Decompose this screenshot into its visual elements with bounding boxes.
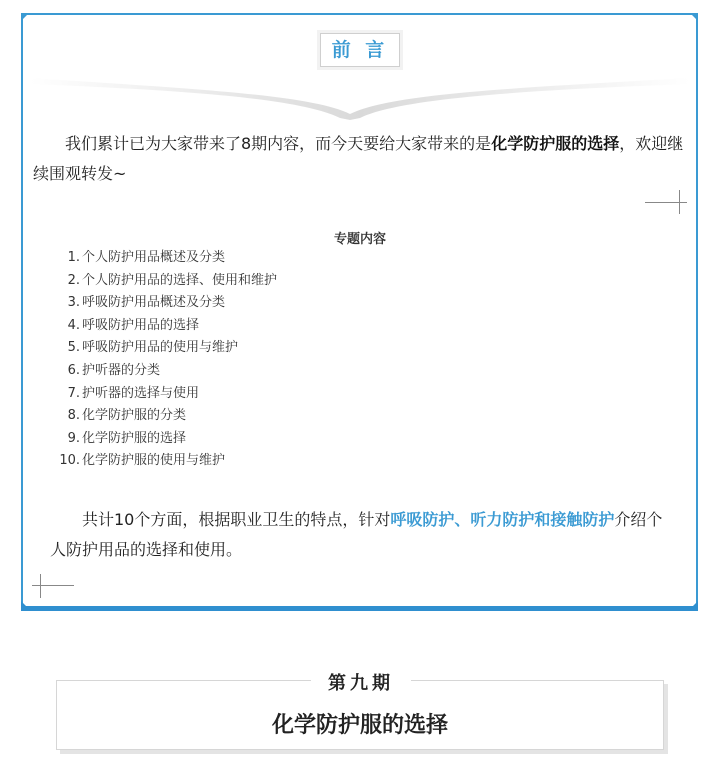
list-item: 3. 呼吸防护用品概述及分类	[67, 295, 226, 311]
issue-number-tag: 第九期	[311, 671, 411, 697]
frame-corner-ornament	[21, 601, 31, 611]
list-item: 2. 个人防护用品的选择、使用和维护	[67, 272, 278, 288]
summary-text: 共计10个方面，根据职业卫生的特点，针对	[82, 510, 391, 529]
intro-text-end: ，欢迎继续围观转发~	[33, 134, 684, 183]
frame-corner-ornament	[688, 601, 698, 611]
list-item: 1. 个人防护用品概述及分类	[67, 250, 226, 265]
intro-paragraph	[33, 129, 693, 189]
summary-text-end: 介绍个人防护用品的选择和使用。	[50, 510, 663, 559]
issue-title: 化学防护服的选择	[271, 713, 448, 738]
list-item: 9. 化学防护服的选择	[67, 430, 187, 446]
summary-highlight: 呼吸防护、听力防护和接触防护	[390, 510, 615, 529]
list-item: 8. 化学防护服的分类	[67, 408, 187, 424]
preface-label: 前 言	[320, 33, 400, 67]
decorative-swoosh	[30, 66, 690, 122]
intro-text: 我们累计已为大家带来了8期内容，而今天要给大家带来的是	[65, 134, 492, 153]
list-item: 6. 护听器的分类	[67, 362, 161, 378]
summary-paragraph	[50, 505, 670, 565]
list-item: 4. 呼吸防护用品的选择	[67, 317, 200, 333]
intro-bold-topic: 化学防护服的选择	[491, 134, 620, 153]
list-item: 7. 护听器的选择与使用	[67, 385, 200, 401]
frame-corner-ornament	[690, 13, 698, 21]
topic-list-title: 专题内容	[333, 232, 386, 247]
frame-corner-ornament	[21, 13, 29, 21]
list-item: 5. 呼吸防护用品的使用与维护	[67, 340, 239, 356]
list-item: 10. 化学防护服的使用与维护	[59, 453, 226, 469]
topic-list	[50, 247, 277, 473]
